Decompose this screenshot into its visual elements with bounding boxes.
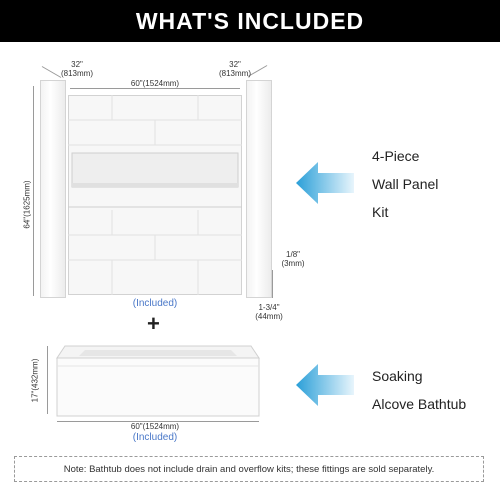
left-side-panel <box>40 80 66 298</box>
bathtub <box>55 344 261 418</box>
bathtub-caption-line: Soaking <box>372 368 423 384</box>
dim-line-back-width <box>70 88 240 89</box>
back-panel-width: 60"(1524mm) <box>130 79 180 88</box>
bathtub-caption <box>372 362 466 418</box>
disclaimer-note <box>14 456 484 482</box>
right-panel-width: 32" (813mm) <box>218 60 251 78</box>
bathtub-height: 17"(432mm) <box>30 358 40 403</box>
wall-height: 64"(1625mm) <box>22 180 32 229</box>
note-text: Note: Bathtub does not include drain and overflow kits; these fittings are sold separately. <box>63 463 435 475</box>
arrow-left-icon <box>296 162 354 204</box>
wall-kit-caption-line: 4-Piece <box>372 148 420 164</box>
dim-line-tub-height <box>47 346 48 414</box>
title-banner <box>0 0 500 42</box>
left-panel-width: 32" (813mm) <box>60 60 93 78</box>
wall-kit-caption-line: Kit <box>372 204 389 220</box>
arrow-left-icon <box>296 364 354 406</box>
wall-kit-caption-line: Wall Panel <box>372 176 439 192</box>
dim-line-flange <box>272 270 273 298</box>
wall-kit-included-label: (Included) <box>132 298 178 309</box>
back-panel <box>68 95 242 295</box>
right-side-panel <box>246 80 272 298</box>
wall-kit-caption <box>372 142 438 226</box>
plus-sign: + <box>147 311 160 336</box>
flange-thickness: 1/8" (3mm) <box>281 250 305 268</box>
bathtub-included-label: (Included) <box>132 432 178 443</box>
bathtub-width: 60"(1524mm) <box>130 422 180 431</box>
panel-depth: 1-3/4" (44mm) <box>255 303 283 321</box>
banner-title: WHAT'S INCLUDED <box>135 7 365 34</box>
bathtub-caption-line: Alcove Bathtub <box>372 396 467 412</box>
dim-line-height <box>33 86 34 296</box>
